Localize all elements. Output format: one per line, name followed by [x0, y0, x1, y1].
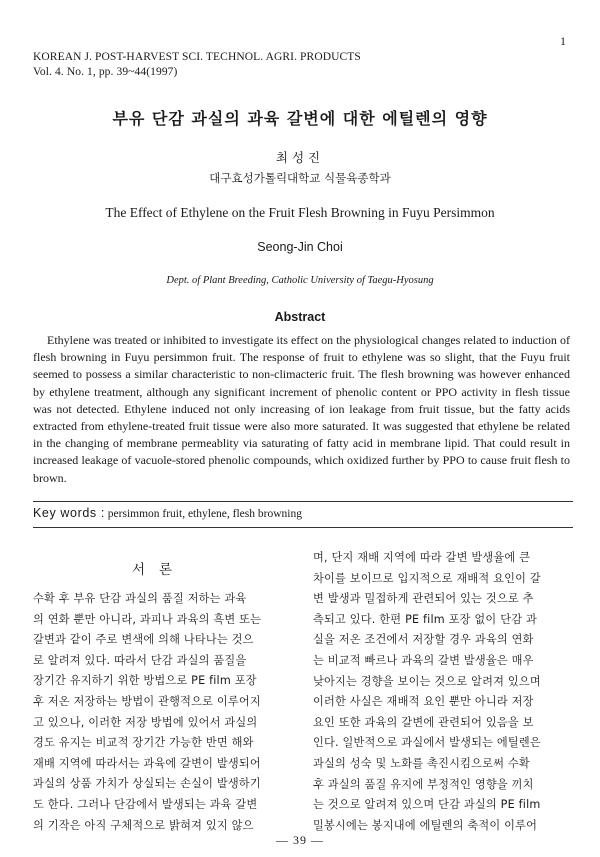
left-column-line: 수확 후 부유 단감 과실의 품질 저하는 과육	[33, 592, 247, 605]
journal-volume: Vol. 4. No. 1, pp. 39~44(1997)	[33, 66, 178, 78]
keywords-bottom-divider	[33, 527, 573, 528]
left-column-line: 경도 유지는 비교적 장기간 가능한 반면 해와	[33, 736, 254, 750]
left-column-text	[33, 589, 261, 836]
right-column-line: 차이를 보이므로 입지적으로 재배적 요인이 갈	[313, 571, 541, 585]
journal-header	[33, 50, 361, 80]
right-column-line: 후 과실의 품질 유지에 부정적인 영향을 끼치	[313, 777, 534, 791]
right-column-line: 과실의 성숙 및 노화를 촉진시킴으로써 수확	[313, 756, 530, 770]
left-column-line: 도 한다. 그러나 단감에서 발생되는 과육 갈변	[33, 797, 258, 811]
left-column-line: 의 기작은 아직 구체적으로 밝혀져 있지 않으	[33, 818, 254, 832]
journal-name: KOREAN J. POST-HARVEST SCI. TECHNOL. AGRI. PRODUCTS	[33, 51, 361, 63]
left-column-line: 재배 지역에 따라서는 과육에 갈변이 발생되어	[33, 756, 261, 770]
english-author: Seong-Jin Choi	[257, 240, 343, 254]
right-column-line: 실을 저온 조건에서 저장할 경우 과육의 연화	[313, 633, 534, 647]
right-column-line: 측되고 있다. 한편 PE film 포장 없이 단감 과	[313, 612, 537, 626]
keywords-label: Key words :	[33, 506, 105, 520]
korean-title: 부유 단감 과실의 과육 갈변에 대한 에틸렌의 영향	[112, 109, 488, 128]
right-column-text	[313, 548, 541, 836]
footer-page-number: — 39 —	[276, 833, 324, 847]
abstract-text: Ethylene was treated or inhibited to investigate its effect on the physiological changes related to induction of flesh browning in Fuyu persimmon fruit. The response of fruit to ethylene was so slight, that the Fuyu fruit seemed to possess a similar characteristic to non-climacteric fruit. The flesh browning was however enhanced by ethylene treatment, although any significant increment of phenolic content or PPO activity in flesh tissue was not detected. Ethylene induced not only increasing of ion leakage from fruit tissue, but the fatty acids extracted from ethylene-treated fruit tissue were also more saturated. It was suggested that ethylene be related in the changing of membrane permeablity via saturating of fatty acid in membrane lipid. That could result in increased leakage of vacuole-stored phenolic compounds, which oxidized further by PPO to cause fruit flesh to brown.	[33, 333, 570, 485]
right-column-line: 변 발생과 밀접하게 관련되어 있는 것으로 추	[313, 592, 534, 606]
left-column-line: 장기간 유지하기 위한 방법으로 PE film 포장	[33, 674, 257, 688]
english-affiliation: Dept. of Plant Breeding, Catholic University of Taegu-Hyosung	[166, 275, 434, 286]
right-column-line: 요인 또한 과육의 갈변에 관련되어 있음을 보	[313, 715, 534, 729]
korean-affiliation: 대구효성가톨릭대학교 식물육종학과	[209, 171, 391, 185]
left-column-line: 갈변과 같이 주로 변색에 의해 나타나는 것으	[33, 633, 254, 647]
left-column-line: 과실의 상품 가치가 상실되는 손실이 발생하기	[33, 777, 261, 791]
right-column-line: 는 것으로 알려져 있으며 단감 과실의 PE film	[313, 798, 541, 812]
keywords-top-divider	[33, 501, 573, 502]
keywords-text: persimmon fruit, ethylene, flesh browning	[104, 508, 302, 520]
korean-author: 최성진	[275, 150, 325, 165]
page-number: 1	[560, 34, 566, 48]
section-heading-introduction: 서론	[131, 562, 187, 578]
right-column-line: 는 비교적 빠르나 과육의 갈변 발생율은 매우	[313, 653, 534, 667]
right-column-line: 밀봉시에는 봉지내에 에틸렌의 축적이 이루어	[313, 818, 538, 832]
right-column-line: 이러한 사실은 재배적 요인 뿐만 아니라 저장	[313, 695, 534, 709]
left-column-line: 로 알려져 있다. 따라서 단감 과실의 품질을	[33, 653, 247, 667]
right-column-line: 며, 단지 재배 지역에 따라 갈변 발생율에 큰	[313, 551, 531, 564]
right-column-line: 인다. 일반적으로 과실에서 발생되는 에틸렌은	[313, 736, 541, 750]
right-column-line: 낮아지는 경향을 보이는 것으로 알려져 있으며	[313, 674, 541, 688]
abstract-heading: Abstract	[274, 310, 326, 324]
left-column-line: 후 저온 저장하는 방법이 관행적으로 이루어지	[33, 694, 261, 708]
english-title: The Effect of Ethylene on the Fruit Flesh Browning in Fuyu Persimmon	[105, 205, 495, 220]
left-column-line: 의 연화 뿐만 아니라, 과피나 과육의 흑변 또는	[33, 612, 262, 626]
keywords-line	[33, 506, 302, 520]
left-column-line: 고 있으나, 이러한 저장 방법에 있어서 과실의	[33, 715, 258, 729]
